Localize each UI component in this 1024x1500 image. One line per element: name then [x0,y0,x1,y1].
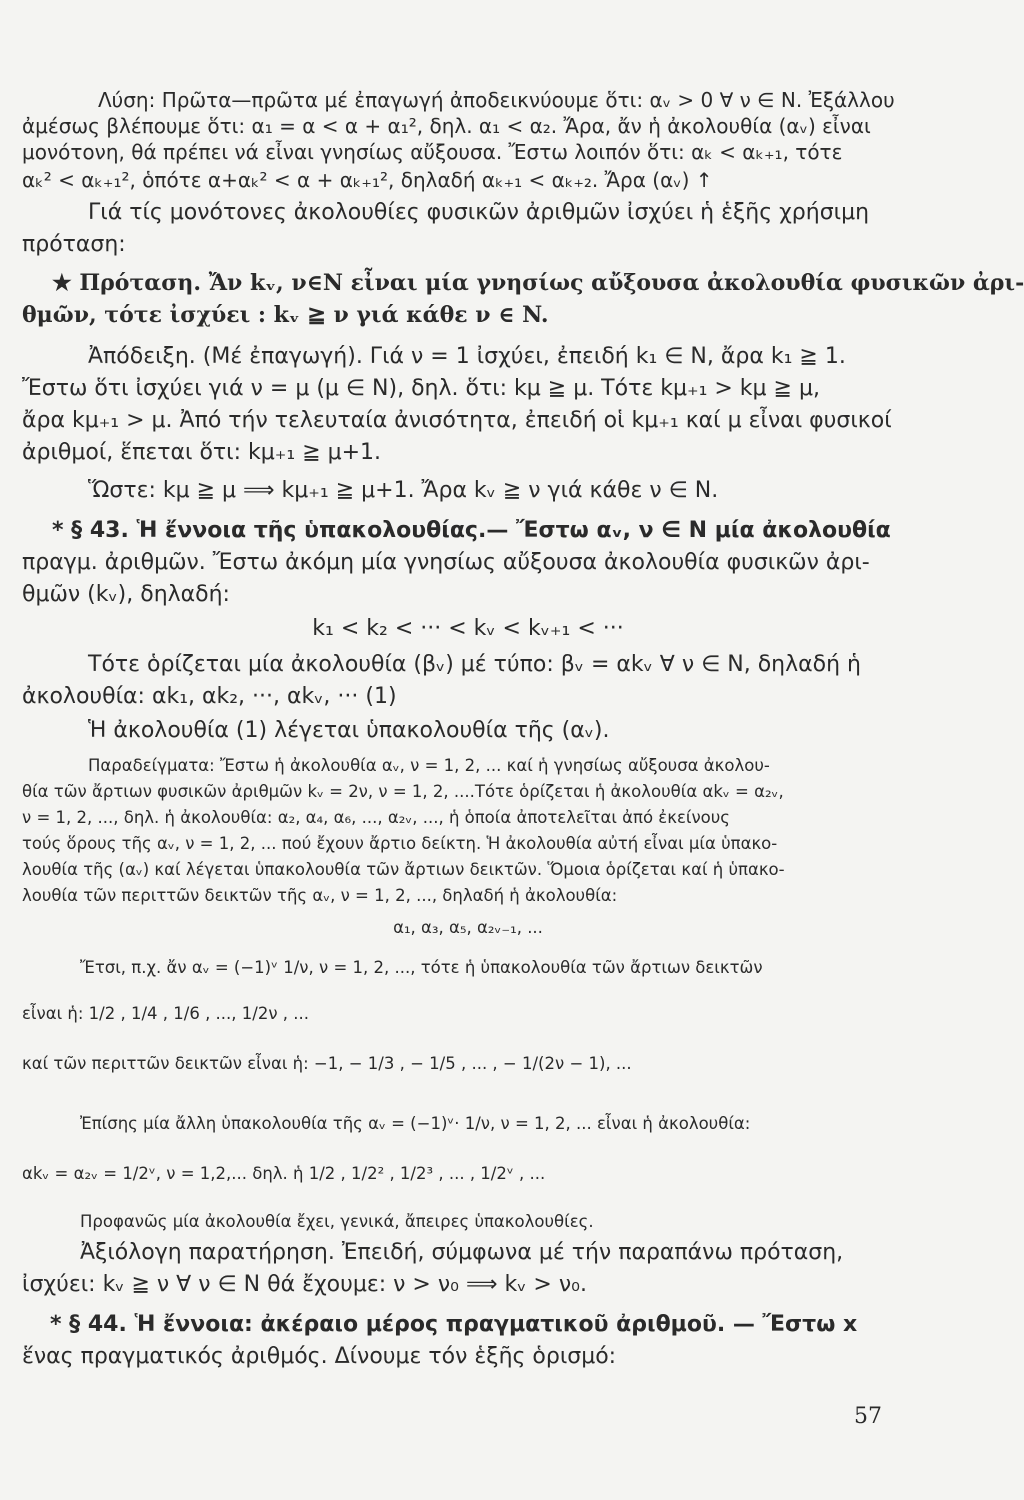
text-line: Ἔτσι, π.χ. ἄν αᵥ = (−1)ᵛ 1/ν, ν = 1, 2, ..., τότε ἡ ὑπακολουθία τῶν ἄρτιων δεικτῶν [80,958,763,977]
proposition-heading: ★ Πρόταση. Ἄν kᵥ, ν∈N εἶναι μία γνησίως αὔξουσα ἀκολουθία φυσικῶν ἀρι- [52,270,1024,296]
page-number: 57 [854,1404,882,1429]
text-line: λουθία τῶν περιττῶν δεικτῶν τῆς αᵥ, ν = 1, 2, ..., δηλαδή ἡ ἀκολουθία: [22,886,618,905]
proof-heading: Ἀπόδειξη. (Μέ ἐπαγωγή). Γιά ν = 1 ἰσχύει, ἐπειδή k₁ ∈ N, ἄρα k₁ ≧ 1. [88,344,846,369]
proposition-line: θμῶν, τότε ἰσχύει : kᵥ ≧ ν γιά κάθε ν ∈ N. [22,302,549,328]
formula-line: εἶναι ἡ: 1/2 , 1/4 , 1/6 , ..., 1/2ν , ... [22,1004,310,1023]
section-44-heading: * § 44. Ἡ ἔννοια: ἀκέραιο μέρος πραγματικοῦ ἀριθμοῦ. — Ἔστω x [50,1312,858,1337]
text-line: ἀριθμοί, ἕπεται ὅτι: kμ₊₁ ≧ μ+1. [22,440,382,465]
solution-line: Λύση: Πρῶτα—πρῶτα μέ ἐπαγωγή ἀποδεικνύουμε ὅτι: αᵥ > 0 ∀ ν ∈ N. Ἐξάλλου [98,88,895,112]
text-line: μονότονη, θά πρέπει νά εἶναι γνησίως αὔξουσα. Ἔστω λοιπόν ὅτι: αₖ < αₖ₊₁, τότε [22,140,843,164]
text-line: Ἡ ἀκολουθία (1) λέγεται ὑπακολουθία τῆς (αᵥ). [88,718,610,743]
examples-line: Παραδείγματα: Ἔστω ἡ ἀκολουθία αᵥ, ν = 1, 2, ... καί ἡ γνησίως αὔξουσα ἀκολου- [88,756,770,775]
formula-line: καί τῶν περιττῶν δεικτῶν εἶναι ἡ: −1, − 1/3 , − 1/5 , ... , − 1/(2ν − 1), ... [22,1054,632,1073]
text-line: θμῶν (kᵥ), δηλαδή: [22,582,230,607]
text-line: Γιά τίς μονότονες ἀκολουθίες φυσικῶν ἀριθμῶν ἰσχύει ἡ ἑξῆς χρήσιμη [88,200,870,225]
text-line: πραγμ. ἀριθμῶν. Ἔστω ἀκόμη μία γνησίως αὔξουσα ἀκολουθία φυσικῶν ἀρι- [22,550,870,575]
section-43-heading: * § 43. Ἡ ἔννοια τῆς ὑπακολουθίας.— Ἔστω αᵥ, ν ∈ N μία ἀκολουθία [52,518,891,543]
formula-line: αkᵥ = α₂ᵥ = 1/2ᵛ, ν = 1,2,... δηλ. ἡ 1/2 , 1/2² , 1/2³ , ... , 1/2ᵛ , ... [22,1164,546,1183]
formula-line: k₁ < k₂ < ··· < kᵥ < kᵥ₊₁ < ··· [312,616,624,641]
text-line: Τότε ὁρίζεται μία ἀκολουθία (βᵥ) μέ τύπο: βᵥ = αkᵥ ∀ ν ∈ N, δηλαδή ἡ [88,652,861,677]
text-line: πρόταση: [22,232,126,257]
remark-heading: Ἀξιόλογη παρατήρηση. Ἐπειδή, σύμφωνα μέ τήν παραπάνω πρόταση, [80,1240,844,1265]
text-line: Ἐπίσης μία ἄλλη ὑπακολουθία τῆς αᵥ = (−1)ᵛ· 1/ν, ν = 1, 2, ... εἶναι ἡ ἀκολουθία: [80,1114,751,1133]
text-line: ἄρα kμ₊₁ > μ. Ἀπό τήν τελευταία ἀνισότητα, ἐπειδή οἱ kμ₊₁ καί μ εἶναι φυσικοί [22,408,892,433]
text-line: ν = 1, 2, ..., δηλ. ἡ ἀκολουθία: α₂, α₄, α₆, ..., α₂ᵥ, ..., ἡ ὁποία ἀποτελεῖται ἀπό ἐκείνους [22,808,730,827]
text-line: Ἔστω ὅτι ἰσχύει γιά ν = μ (μ ∈ N), δηλ. ὅτι: kμ ≧ μ. Τότε kμ₊₁ > kμ ≧ μ, [22,376,820,401]
formula-line: ἀκολουθία: αk₁, αk₂, ···, αkᵥ, ··· (1) [22,684,397,709]
text-line: Ὥστε: kμ ≧ μ ⟹ kμ₊₁ ≧ μ+1. Ἄρα kᵥ ≧ ν γιά κάθε ν ∈ N. [88,478,719,503]
text-line: αₖ² < αₖ₊₁², ὁπότε α+αₖ² < α + αₖ₊₁², δηλαδή αₖ₊₁ < αₖ₊₂. Ἄρα (αᵥ) ↑ [22,168,713,192]
text-line: λουθία τῆς (αᵥ) καί λέγεται ὑπακολουθία τῶν ἄρτιων δεικτῶν. Ὅμοια ὁρίζεται καί ἡ ὑπακο- [22,860,785,879]
formula-line: α₁, α₃, α₅, α₂ᵥ₋₁, ... [393,918,543,937]
text-line: ἕνας πραγματικός ἀριθμός. Δίνουμε τόν ἑξῆς ὁρισμό: [22,1344,617,1369]
text-line: ἰσχύει: kᵥ ≧ ν ∀ ν ∈ N θά ἔχουμε: ν > ν₀ ⟹ kᵥ > ν₀. [22,1272,587,1297]
text-line: ἀμέσως βλέπουμε ὅτι: α₁ = α < α + α₁², δηλ. α₁ < α₂. Ἄρα, ἄν ἡ ἀκολουθία (αᵥ) εἶναι [22,114,871,138]
text-line: Προφανῶς μία ἀκολουθία ἔχει, γενικά, ἄπειρες ὑπακολουθίες. [80,1212,594,1231]
text-line: τούς ὅρους τῆς αᵥ, ν = 1, 2, ... πού ἔχουν ἄρτιο δείκτη. Ἡ ἀκολουθία αὐτή εἶναι μία ὑπακο- [22,834,778,853]
text-line: θία τῶν ἄρτιων φυσικῶν ἀριθμῶν kᵥ = 2ν, ν = 1, 2, ....Τότε ὁρίζεται ἡ ἀκολουθία αkᵥ = α₂ᵥ, [22,782,784,801]
